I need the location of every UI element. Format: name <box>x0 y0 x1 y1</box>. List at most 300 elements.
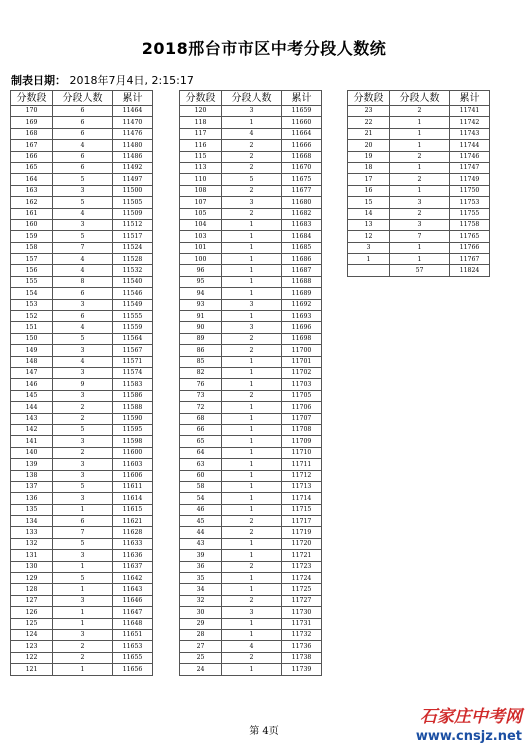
cell-count: 3 <box>53 629 113 640</box>
cell-count: 1 <box>222 459 282 470</box>
table-row <box>180 117 322 128</box>
cell-score: 36 <box>180 561 222 572</box>
cell-count: 6 <box>53 128 113 139</box>
table-header-row <box>348 91 490 106</box>
table-row <box>11 390 153 401</box>
table-row <box>180 550 322 561</box>
cell-score: 43 <box>180 538 222 549</box>
table-row <box>11 356 153 367</box>
cell-count: 1 <box>222 242 282 253</box>
cell-score: 132 <box>11 538 53 549</box>
cell-score: 13 <box>348 219 390 230</box>
cell-score: 105 <box>180 208 222 219</box>
cell-count: 4 <box>53 356 113 367</box>
cell-cumulative: 11766 <box>450 242 490 253</box>
table-row <box>180 288 322 299</box>
cell-count: 3 <box>53 367 113 378</box>
cell-score: 139 <box>11 459 53 470</box>
cell-cumulative: 11701 <box>282 356 322 367</box>
cell-cumulative: 11711 <box>282 459 322 470</box>
cell-count: 3 <box>53 185 113 196</box>
header-count: 分段人数 <box>222 91 282 106</box>
watermark-brand: 石家庄中考网 <box>420 707 522 727</box>
table-row <box>11 424 153 435</box>
cell-cumulative: 11595 <box>113 424 153 435</box>
table-row <box>11 550 153 561</box>
cell-count: 2 <box>222 162 282 173</box>
cell-score: 30 <box>180 607 222 618</box>
cell-cumulative: 11727 <box>282 595 322 606</box>
cell-cumulative: 11492 <box>113 162 153 173</box>
table-row <box>180 561 322 572</box>
table-row <box>180 516 322 527</box>
cell-cumulative: 11653 <box>113 641 153 652</box>
cell-cumulative: 11509 <box>113 208 153 219</box>
cell-score: 20 <box>348 140 390 151</box>
table-row <box>180 652 322 663</box>
cell-cumulative: 11598 <box>113 436 153 447</box>
cell-cumulative: 11724 <box>282 573 322 584</box>
cell-count: 1 <box>53 561 113 572</box>
score-table-3 <box>347 90 490 277</box>
cell-count: 1 <box>53 664 113 675</box>
cell-cumulative: 11583 <box>113 379 153 390</box>
cell-count: 1 <box>222 664 282 675</box>
cell-score: 68 <box>180 413 222 424</box>
watermark <box>362 702 522 744</box>
cell-cumulative: 11746 <box>450 151 490 162</box>
table-row <box>348 140 490 151</box>
cell-cumulative: 11730 <box>282 607 322 618</box>
table-row <box>11 504 153 515</box>
cell-cumulative: 11715 <box>282 504 322 515</box>
cell-cumulative: 11528 <box>113 254 153 265</box>
cell-count: 1 <box>390 140 450 151</box>
cell-score: 157 <box>11 254 53 265</box>
cell-count: 1 <box>222 265 282 276</box>
table-row <box>11 402 153 413</box>
cell-score: 24 <box>180 664 222 675</box>
cell-cumulative: 11747 <box>450 162 490 173</box>
table-row <box>11 128 153 139</box>
table-row <box>180 470 322 481</box>
table-row <box>11 367 153 378</box>
cell-count: 1 <box>222 231 282 242</box>
cell-score: 25 <box>180 652 222 663</box>
cell-count: 5 <box>53 424 113 435</box>
cell-score: 117 <box>180 128 222 139</box>
table-row <box>180 424 322 435</box>
cell-count: 1 <box>390 254 450 265</box>
cell-score: 73 <box>180 390 222 401</box>
cell-score: 146 <box>11 379 53 390</box>
cell-count: 4 <box>53 254 113 265</box>
cell-score: 128 <box>11 584 53 595</box>
cell-count: 5 <box>53 538 113 549</box>
cell-score: 3 <box>348 242 390 253</box>
table-row <box>180 504 322 515</box>
cell-score: 23 <box>348 106 390 117</box>
table-row <box>11 561 153 572</box>
table-row <box>180 367 322 378</box>
table-row <box>180 299 322 310</box>
cell-count: 2 <box>222 151 282 162</box>
cell-score: 18 <box>348 162 390 173</box>
cell-cumulative: 11642 <box>113 573 153 584</box>
cell-count: 3 <box>53 493 113 504</box>
table-row <box>11 185 153 196</box>
cell-score: 101 <box>180 242 222 253</box>
cell-count: 1 <box>222 356 282 367</box>
cell-score: 124 <box>11 629 53 640</box>
cell-count: 4 <box>222 128 282 139</box>
cell-cumulative: 11708 <box>282 424 322 435</box>
cell-count: 1 <box>222 573 282 584</box>
cell-cumulative: 11470 <box>113 117 153 128</box>
table-row <box>348 219 490 230</box>
table-row <box>180 356 322 367</box>
cell-count: 3 <box>53 470 113 481</box>
cell-score: 93 <box>180 299 222 310</box>
cell-score: 122 <box>11 652 53 663</box>
cell-cumulative: 11687 <box>282 265 322 276</box>
cell-cumulative: 11666 <box>282 140 322 151</box>
cell-cumulative: 11709 <box>282 436 322 447</box>
cell-count: 5 <box>53 573 113 584</box>
cell-count: 1 <box>390 242 450 253</box>
table-header-row <box>11 91 153 106</box>
cell-score: 127 <box>11 595 53 606</box>
table-row <box>11 459 153 470</box>
cell-cumulative: 11675 <box>282 174 322 185</box>
cell-cumulative: 11555 <box>113 311 153 322</box>
cell-score: 21 <box>348 128 390 139</box>
cell-cumulative: 11824 <box>450 265 490 276</box>
cell-cumulative: 11698 <box>282 333 322 344</box>
cell-count: 5 <box>53 174 113 185</box>
cell-count: 2 <box>390 106 450 117</box>
cell-score: 163 <box>11 185 53 196</box>
cell-count: 1 <box>222 538 282 549</box>
table-row <box>11 379 153 390</box>
table-row <box>11 447 153 458</box>
cell-cumulative: 11559 <box>113 322 153 333</box>
table-row <box>348 254 490 265</box>
cell-cumulative: 11646 <box>113 595 153 606</box>
cell-count: 2 <box>390 208 450 219</box>
score-table-2 <box>179 90 322 676</box>
header-cumulative: 累计 <box>450 91 490 106</box>
table-row <box>348 174 490 185</box>
cell-score: 113 <box>180 162 222 173</box>
cell-count: 1 <box>222 550 282 561</box>
table-row <box>11 618 153 629</box>
cell-count: 6 <box>53 151 113 162</box>
cell-score: 150 <box>11 333 53 344</box>
table-row <box>348 128 490 139</box>
cell-score: 169 <box>11 117 53 128</box>
cell-cumulative: 11606 <box>113 470 153 481</box>
table-row <box>180 629 322 640</box>
cell-count: 1 <box>222 413 282 424</box>
cell-cumulative: 11643 <box>113 584 153 595</box>
table-row <box>180 607 322 618</box>
cell-cumulative: 11689 <box>282 288 322 299</box>
cell-score: 76 <box>180 379 222 390</box>
table-row <box>11 322 153 333</box>
cell-score: 151 <box>11 322 53 333</box>
table-row <box>180 276 322 287</box>
cell-score: 63 <box>180 459 222 470</box>
table-row <box>11 265 153 276</box>
report-date <box>11 72 194 88</box>
table-row <box>11 288 153 299</box>
cell-score: 58 <box>180 481 222 492</box>
cell-cumulative: 11567 <box>113 345 153 356</box>
score-table-1 <box>10 90 153 676</box>
cell-cumulative: 11714 <box>282 493 322 504</box>
cell-count: 1 <box>390 128 450 139</box>
cell-score: 161 <box>11 208 53 219</box>
cell-cumulative: 11571 <box>113 356 153 367</box>
cell-score: 96 <box>180 265 222 276</box>
cell-cumulative: 11744 <box>450 140 490 151</box>
date-value: 2018年7月4日, 2:15:17 <box>69 74 194 87</box>
cell-score: 170 <box>11 106 53 117</box>
cell-cumulative: 11668 <box>282 151 322 162</box>
cell-score: 125 <box>11 618 53 629</box>
table-row <box>11 106 153 117</box>
cell-count: 3 <box>222 197 282 208</box>
cell-score: 144 <box>11 402 53 413</box>
cell-cumulative: 11615 <box>113 504 153 515</box>
cell-count: 6 <box>53 288 113 299</box>
cell-cumulative: 11614 <box>113 493 153 504</box>
cell-cumulative: 11659 <box>282 106 322 117</box>
table-row <box>180 538 322 549</box>
cell-count: 2 <box>222 333 282 344</box>
header-count: 分段人数 <box>390 91 450 106</box>
cell-cumulative: 11546 <box>113 288 153 299</box>
table-row <box>11 413 153 424</box>
cell-score: 100 <box>180 254 222 265</box>
cell-score: 104 <box>180 219 222 230</box>
cell-count: 9 <box>53 379 113 390</box>
cell-count: 1 <box>390 162 450 173</box>
cell-count: 5 <box>53 231 113 242</box>
cell-score: 154 <box>11 288 53 299</box>
cell-score: 72 <box>180 402 222 413</box>
table-row <box>11 664 153 675</box>
cell-score: 121 <box>11 664 53 675</box>
cell-score: 134 <box>11 516 53 527</box>
cell-score: 46 <box>180 504 222 515</box>
table-row <box>180 527 322 538</box>
cell-count: 1 <box>53 607 113 618</box>
table-row <box>11 231 153 242</box>
cell-score: 1 <box>348 254 390 265</box>
cell-cumulative: 11611 <box>113 481 153 492</box>
cell-count: 6 <box>53 162 113 173</box>
cell-count: 4 <box>222 641 282 652</box>
cell-score: 89 <box>180 333 222 344</box>
cell-cumulative: 11636 <box>113 550 153 561</box>
cell-score: 39 <box>180 550 222 561</box>
cell-cumulative: 11512 <box>113 219 153 230</box>
cell-cumulative: 11765 <box>450 231 490 242</box>
table-row <box>348 185 490 196</box>
cell-cumulative: 11742 <box>450 117 490 128</box>
date-label: 制表日期： <box>11 74 66 87</box>
table-row <box>348 208 490 219</box>
cell-count: 1 <box>222 629 282 640</box>
cell-score: 126 <box>11 607 53 618</box>
table-row <box>180 664 322 675</box>
table-row <box>11 595 153 606</box>
table-row <box>348 231 490 242</box>
cell-cumulative: 11590 <box>113 413 153 424</box>
table-row <box>11 527 153 538</box>
cell-count: 1 <box>222 219 282 230</box>
cell-count: 1 <box>53 618 113 629</box>
page-title: 2018邢台市市区中考分段人数统 <box>141 39 387 58</box>
cell-score: 133 <box>11 527 53 538</box>
cell-count: 2 <box>53 402 113 413</box>
cell-cumulative: 11692 <box>282 299 322 310</box>
cell-cumulative: 11532 <box>113 265 153 276</box>
cell-score: 118 <box>180 117 222 128</box>
header-score: 分数段 <box>348 91 390 106</box>
cell-count: 3 <box>53 299 113 310</box>
cell-score: 168 <box>11 128 53 139</box>
cell-score <box>348 265 390 276</box>
table-row <box>180 493 322 504</box>
table-row <box>11 311 153 322</box>
cell-count: 3 <box>53 390 113 401</box>
cell-score: 54 <box>180 493 222 504</box>
cell-cumulative: 11633 <box>113 538 153 549</box>
cell-score: 158 <box>11 242 53 253</box>
table-row <box>180 402 322 413</box>
cell-count: 1 <box>222 436 282 447</box>
cell-count: 2 <box>53 447 113 458</box>
cell-count: 5 <box>53 197 113 208</box>
cell-count: 2 <box>222 140 282 151</box>
cell-count: 1 <box>222 276 282 287</box>
cell-cumulative: 11725 <box>282 584 322 595</box>
cell-score: 159 <box>11 231 53 242</box>
cell-cumulative: 11703 <box>282 379 322 390</box>
cell-score: 16 <box>348 185 390 196</box>
cell-score: 138 <box>11 470 53 481</box>
cell-cumulative: 11497 <box>113 174 153 185</box>
cell-cumulative: 11685 <box>282 242 322 253</box>
cell-score: 140 <box>11 447 53 458</box>
cell-score: 44 <box>180 527 222 538</box>
cell-count: 1 <box>222 117 282 128</box>
table-row <box>11 299 153 310</box>
cell-cumulative: 11677 <box>282 185 322 196</box>
cell-count: 1 <box>222 367 282 378</box>
table-row <box>348 265 490 276</box>
cell-score: 27 <box>180 641 222 652</box>
cell-count: 4 <box>53 208 113 219</box>
cell-cumulative: 11696 <box>282 322 322 333</box>
cell-score: 149 <box>11 345 53 356</box>
cell-score: 65 <box>180 436 222 447</box>
cell-count: 1 <box>222 470 282 481</box>
page-number: 第 4页 <box>249 726 279 737</box>
cell-score: 22 <box>348 117 390 128</box>
cell-score: 164 <box>11 174 53 185</box>
cell-count: 1 <box>222 379 282 390</box>
cell-count: 1 <box>53 504 113 515</box>
cell-score: 95 <box>180 276 222 287</box>
table-row <box>180 379 322 390</box>
cell-cumulative: 11743 <box>450 128 490 139</box>
cell-cumulative: 11648 <box>113 618 153 629</box>
cell-count: 7 <box>390 231 450 242</box>
cell-count: 3 <box>222 322 282 333</box>
cell-count: 1 <box>222 311 282 322</box>
cell-score: 82 <box>180 367 222 378</box>
cell-score: 64 <box>180 447 222 458</box>
table-row <box>180 231 322 242</box>
cell-score: 167 <box>11 140 53 151</box>
cell-cumulative: 11702 <box>282 367 322 378</box>
table-row <box>11 333 153 344</box>
table-row <box>11 208 153 219</box>
table-row <box>180 106 322 117</box>
header-score: 分数段 <box>180 91 222 106</box>
cell-cumulative: 11476 <box>113 128 153 139</box>
cell-score: 165 <box>11 162 53 173</box>
table-row <box>11 174 153 185</box>
cell-score: 145 <box>11 390 53 401</box>
header-count: 分段人数 <box>53 91 113 106</box>
cell-score: 131 <box>11 550 53 561</box>
table-row <box>11 607 153 618</box>
cell-count: 1 <box>53 584 113 595</box>
cell-cumulative: 11731 <box>282 618 322 629</box>
table-row <box>11 162 153 173</box>
cell-cumulative: 11736 <box>282 641 322 652</box>
cell-cumulative: 11720 <box>282 538 322 549</box>
watermark-url: www.cnsjz.net <box>415 729 522 744</box>
cell-score: 153 <box>11 299 53 310</box>
cell-cumulative: 11651 <box>113 629 153 640</box>
cell-score: 35 <box>180 573 222 584</box>
cell-cumulative: 11707 <box>282 413 322 424</box>
cell-cumulative: 11749 <box>450 174 490 185</box>
cell-cumulative: 11480 <box>113 140 153 151</box>
cell-score: 94 <box>180 288 222 299</box>
table-row <box>180 174 322 185</box>
cell-score: 123 <box>11 641 53 652</box>
cell-cumulative: 11753 <box>450 197 490 208</box>
table-row <box>180 436 322 447</box>
cell-cumulative: 11600 <box>113 447 153 458</box>
cell-score: 147 <box>11 367 53 378</box>
cell-cumulative: 11767 <box>450 254 490 265</box>
cell-cumulative: 11732 <box>282 629 322 640</box>
table-row <box>180 151 322 162</box>
cell-cumulative: 11705 <box>282 390 322 401</box>
cell-cumulative: 11684 <box>282 231 322 242</box>
cell-cumulative: 11717 <box>282 516 322 527</box>
cell-count: 1 <box>222 618 282 629</box>
cell-count: 1 <box>222 424 282 435</box>
